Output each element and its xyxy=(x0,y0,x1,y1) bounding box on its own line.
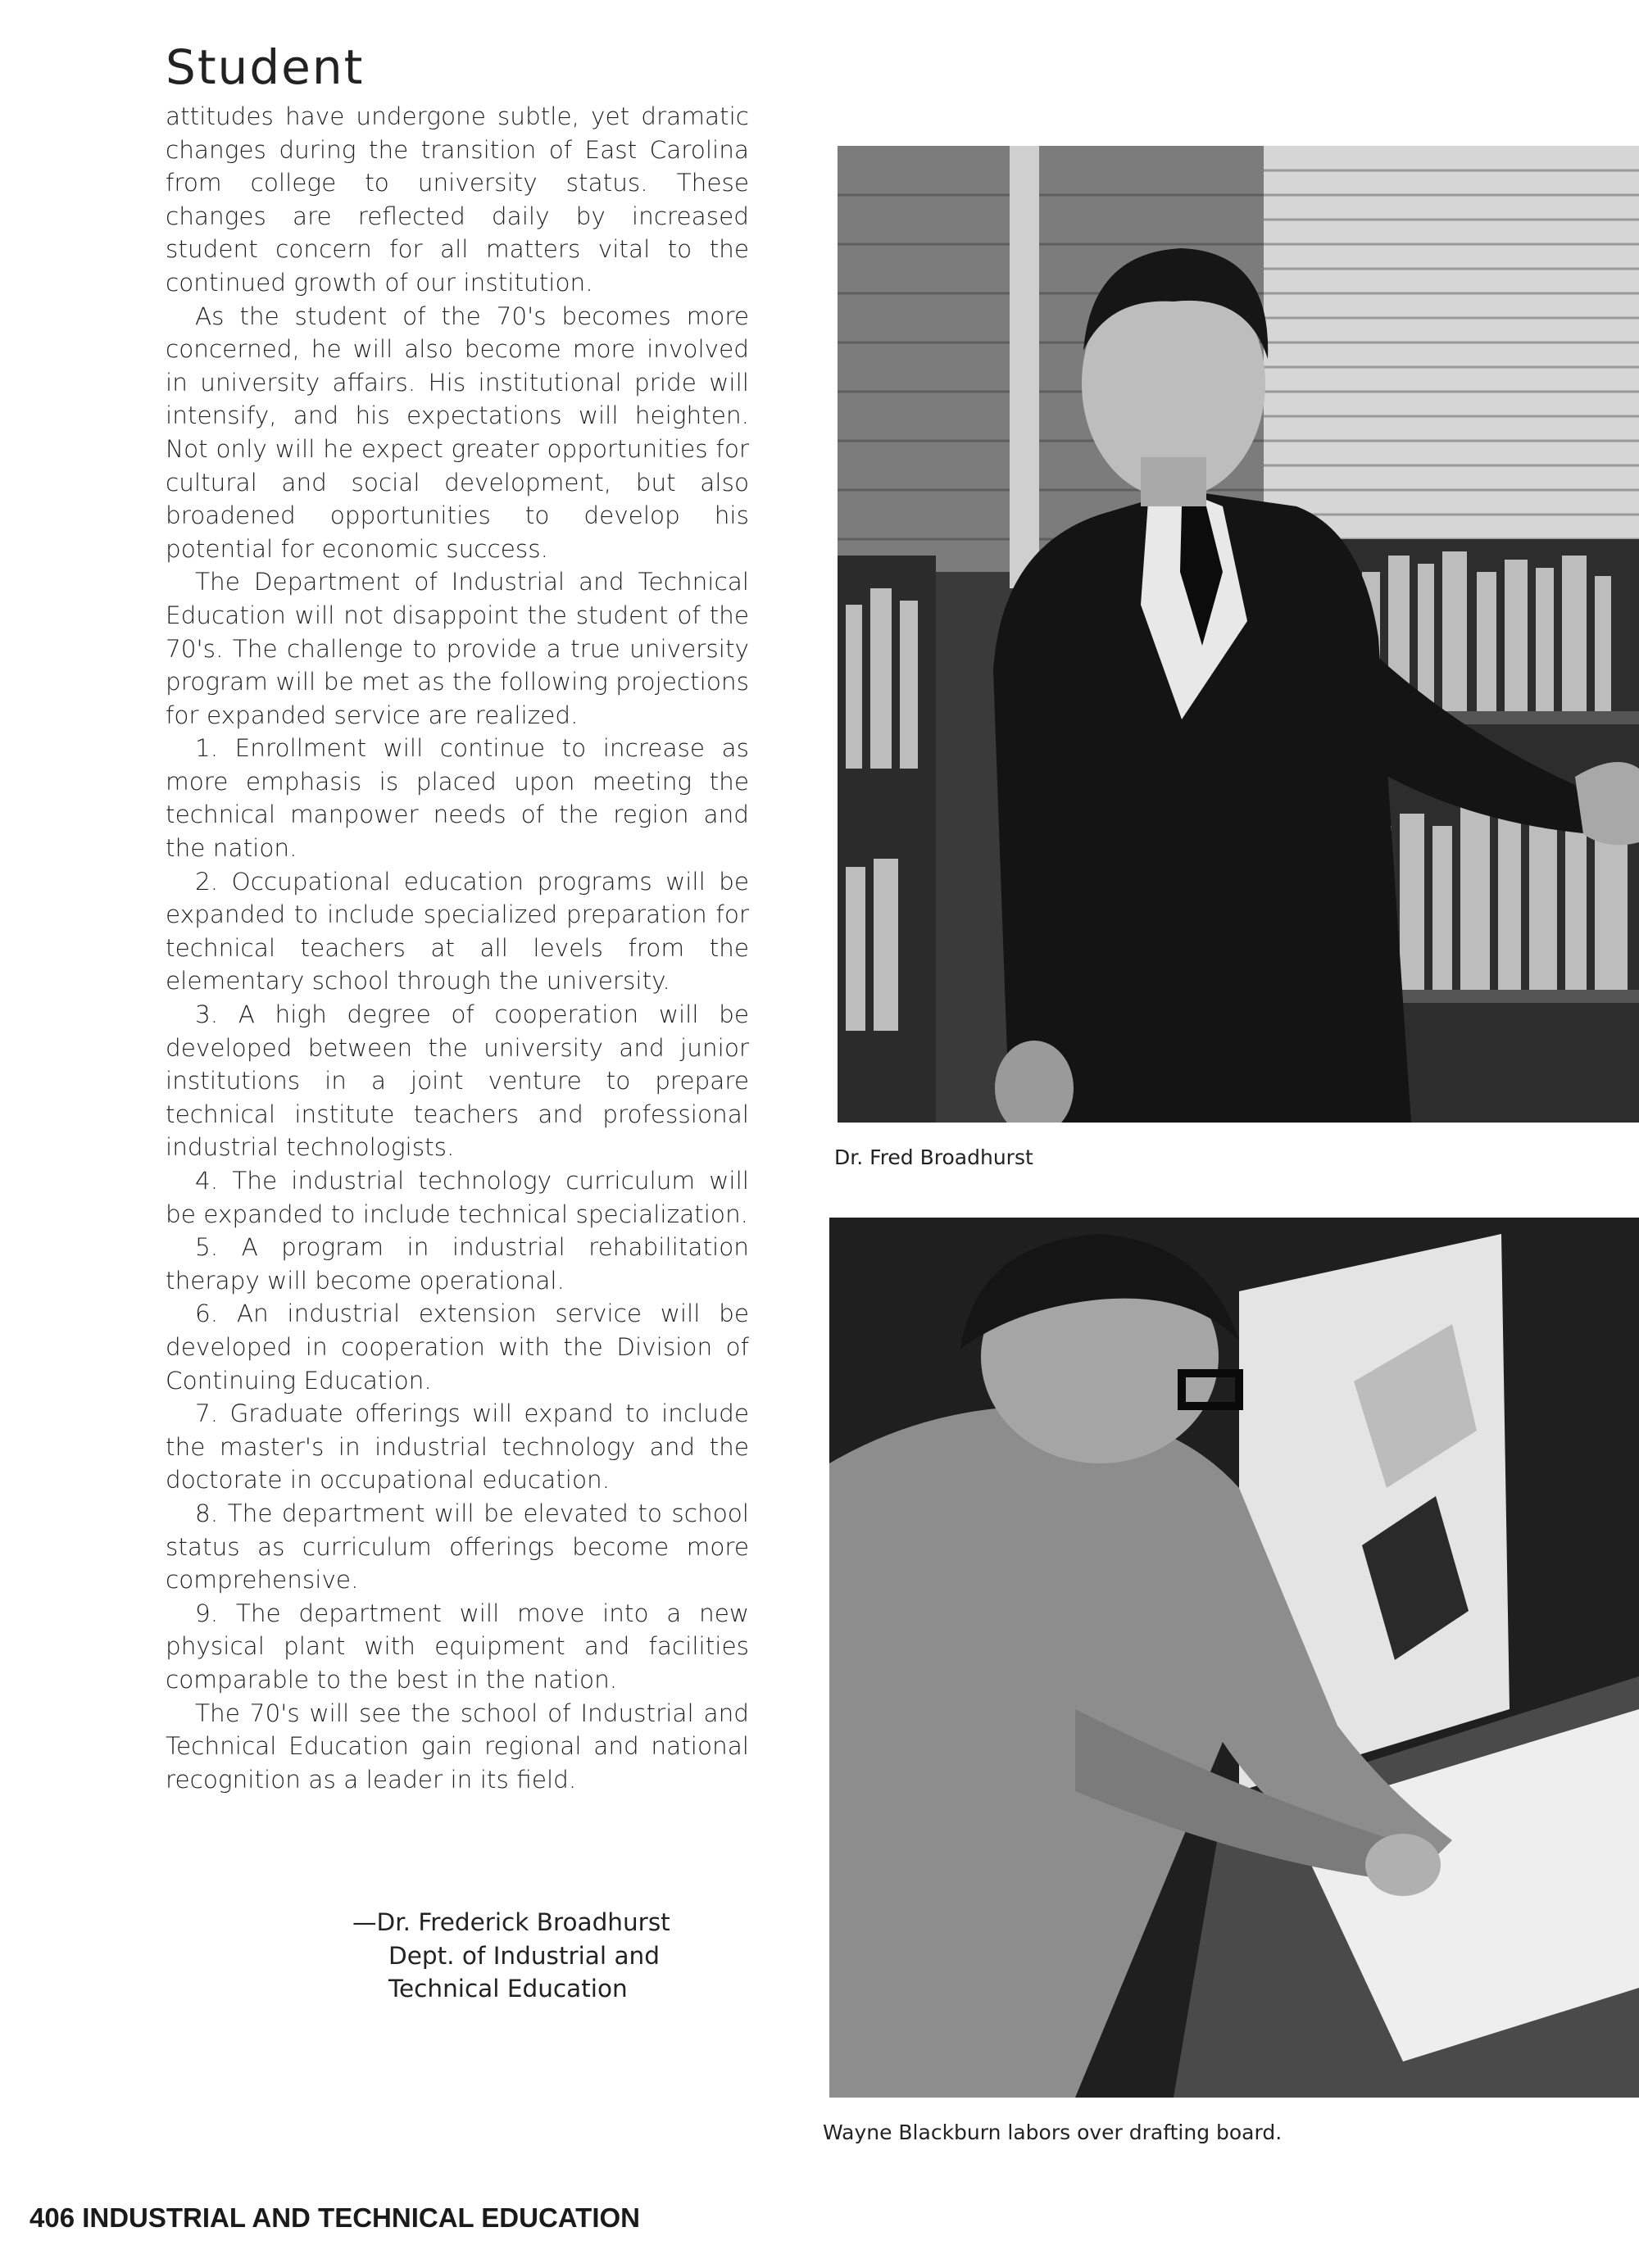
projection-item: 1. Enrollment will continue to increase as more emphasis is placed upon meeting the technical manpower needs of the region and the nation. xyxy=(166,734,749,863)
projection-item: 4. The industrial technology curriculum will be expanded to include technical specialization. xyxy=(166,1167,749,1228)
projection-item: 3. A high degree of cooperation will be developed between the university and junior institutions in a joint venture to prepare technical institute teachers and professional industrial technologists. xyxy=(166,1000,749,1162)
drafting-caption: Wayne Blackburn labors over drafting board. xyxy=(823,2121,1283,2144)
page-footer: 406 INDUSTRIAL AND TECHNICAL EDUCATION xyxy=(30,2202,640,2233)
projection-item: 8. The department will be elevated to school status as curriculum offerings become more comprehensive. xyxy=(166,1499,749,1594)
projection-item: 2. Occupational education programs will be expanded to include specialized preparation for technical teachers at all levels from the elementary school through the university. xyxy=(166,867,749,996)
article-paragraph: The Department of Industrial and Technical Education will not disappoint the student of the 70's. The challenge to provide a true university program will be met as the following projections for expanded service are realized. xyxy=(166,568,749,729)
article-paragraph: As the student of the 70's becomes more concerned, he will also become more involved in university affairs. His institutional pride will intensify, and his expectations will heighten. Not only will he expect greater opportunities for cultural and social development, but also broadened opportunities to develop his potential for economic success. xyxy=(166,302,749,563)
portrait-caption: Dr. Fred Broadhurst xyxy=(834,1145,1033,1169)
article-heading: Student xyxy=(166,39,365,95)
article-paragraph: attitudes have undergone subtle, yet dramatic changes during the transition of East Carolina from college to university status. These changes are reflected daily by increased student concern for all matters vital to the continued growth of our institution. xyxy=(166,102,749,297)
article-body xyxy=(166,100,749,1796)
projection-item: 5. A program in industrial rehabilitation therapy will become operational. xyxy=(166,1233,749,1295)
drafting-photo-image xyxy=(829,1218,1639,2098)
closing-paragraph: The 70's will see the school of Industrial and Technical Education gain regional and national recognition as a leader in its field. xyxy=(166,1699,749,1794)
portrait-photo-image xyxy=(838,146,1639,1123)
projection-item: 7. Graduate offerings will expand to include the master's in industrial technology and the doctorate in occupational education. xyxy=(166,1399,749,1495)
signature-name: —Dr. Frederick Broadhurst xyxy=(352,1908,670,1936)
signature-dept-2: Technical Education xyxy=(388,1975,628,2003)
signature-dept: Dept. of Industrial and xyxy=(388,1941,660,1970)
projection-item: 9. The department will move into a new physical plant with equipment and facilities comparable to the best in the nation. xyxy=(166,1599,749,1694)
drafting-photo xyxy=(829,1218,1639,2098)
portrait-photo xyxy=(838,146,1639,1123)
projection-item: 6. An industrial extension service will be developed in cooperation with the Division of Continuing Education. xyxy=(166,1300,749,1395)
signature-block xyxy=(352,1906,762,2006)
